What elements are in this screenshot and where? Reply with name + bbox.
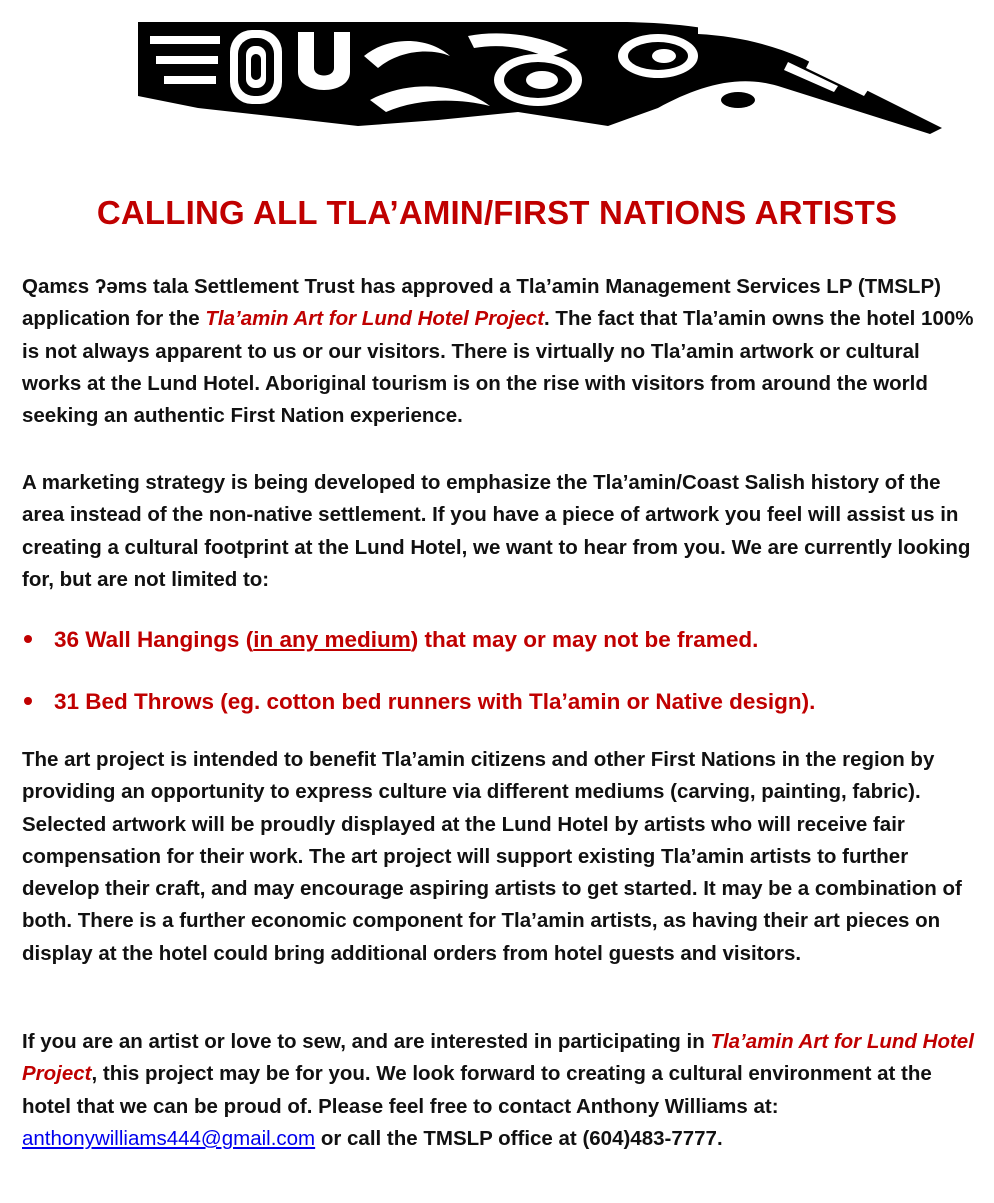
underlined-text: in any medium — [253, 627, 411, 652]
formline-art-icon — [138, 16, 942, 138]
bullet-icon — [24, 635, 32, 643]
intro-text-2: . The fact that Tla’amin owns the hotel 100% is not always apparent to us or our visitors. There is virtually no Tla’amin artwork or cultural works at the Lund Hotel. Aboriginal tourism is on the rise with visitors from around the world seeking an authentic First Nation experience. — [22, 307, 974, 428]
intro-paragraph — [22, 271, 977, 432]
bullet-icon — [24, 697, 32, 705]
contact-text-2: , this project may be for you. We look forward to creating a cultural environment at the hotel that we can be proud of. Please feel free to contact Anthony Williams at: — [22, 1062, 932, 1118]
email-link[interactable]: anthonywilliams444@gmail.com — [22, 1126, 316, 1150]
marketing-paragraph: A marketing strategy is being developed to emphasize the Tla’amin/Coast Salish history of the area instead of the non-native settlement. If you have a piece of artwork you feel will assist us in creating a cultural footprint at the Lund Hotel, we want to hear from you. We are currently looking for, but are not limited to: — [22, 471, 971, 591]
list-item: 36 Wall Hangings (in any medium) that may or may not be framed. — [24, 625, 984, 655]
project-name-2: Tla’amin Art for Lund Hotel Project — [22, 1030, 974, 1086]
contact-text-1: If you are an artist or love to sew, and are interested in participating in — [22, 1030, 711, 1053]
page-title: CALLING ALL TLA’AMIN/FIRST NATIONS ARTISTS — [96, 194, 898, 231]
intro-text-1: Qamɛs ʔəms tala Settlement Trust has approved a Tla’amin Management Services LP (TMSLP) application for the — [22, 275, 941, 331]
contact-text-3: or call the TMSLP office at (604)483-7777. — [315, 1126, 723, 1150]
benefit-paragraph: The art project is intended to benefit Tla’amin citizens and other First Nations in the region by providing an opportunity to express culture via different mediums (carving, painting, fabric). Selected artwork will be proudly displayed at the Lund Hotel by artists who will receive fair compensation for their work. The art project will support existing Tla’amin artists to further develop their craft, and may encourage aspiring artists to get started. It may be a combination of both. There is a further economic component for Tla’amin artists, as having their art pieces on display at the hotel could bring additional orders from hotel guests and visitors. — [22, 748, 962, 965]
list-item: 31 Bed Throws (eg. cotton bed runners with Tla’amin or Native design). — [24, 687, 984, 717]
contact-paragraph — [22, 1026, 977, 1155]
project-name: Tla’amin Art for Lund Hotel Project — [205, 307, 545, 331]
